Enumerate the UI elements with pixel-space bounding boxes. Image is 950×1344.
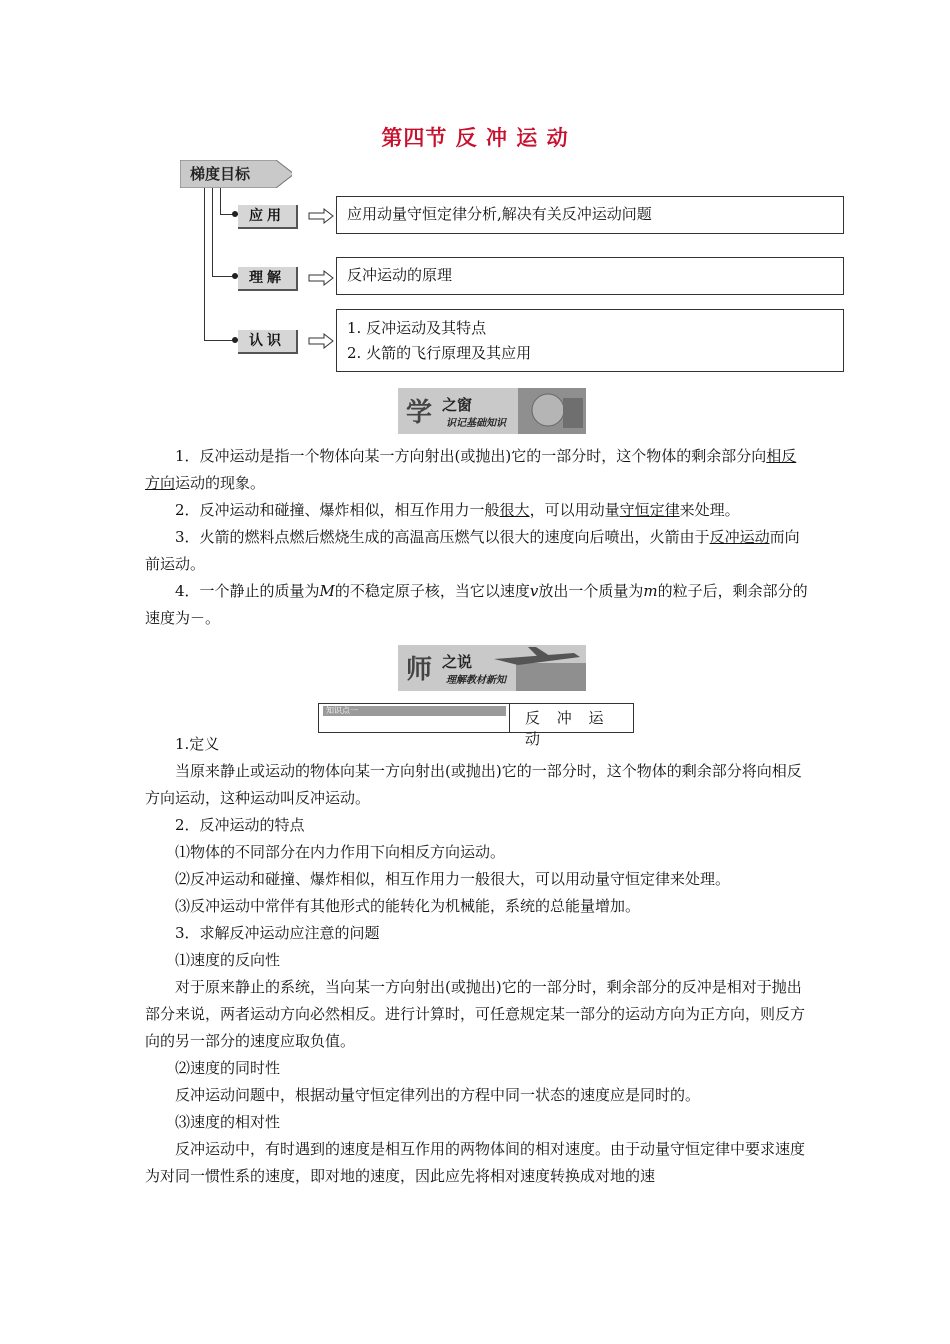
banner-subtitle: 识记基础知识 bbox=[446, 418, 506, 429]
note-2-text: 反冲运动问题中，根据动量守恒定律列出的方程中同一状态的速度应是同时的。 bbox=[175, 1086, 701, 1104]
goal-text: 应用动量守恒定律分析,解决有关反冲运动问题 bbox=[347, 205, 652, 223]
level-know-tag: 认识 bbox=[238, 330, 298, 354]
knowledge-point-header bbox=[318, 703, 634, 748]
basic-item-3: 3．火箭的燃料点燃后燃烧生成的高温高压燃气以很大的速度向后喷出，火箭由于反冲运动而向前运动。 bbox=[145, 528, 800, 573]
knowledge-point-name: 反 冲 运 动 bbox=[525, 709, 610, 748]
goal-header-label: 梯度目标 bbox=[190, 165, 251, 183]
level-understand-tag: 理解 bbox=[238, 267, 298, 291]
note-2-title: ⑵速度的同时性 bbox=[175, 1059, 281, 1077]
tree-line bbox=[220, 188, 221, 214]
goal-text: 1. 反冲运动及其特点 bbox=[347, 319, 487, 337]
tree-line bbox=[204, 188, 205, 340]
banner-title: 之窗 bbox=[442, 396, 473, 414]
goal-text: 反冲运动的原理 bbox=[347, 266, 453, 284]
note-3-title: ⑶速度的相对性 bbox=[175, 1113, 281, 1131]
arrow-icon bbox=[308, 270, 334, 286]
heading-features: 2．反冲运动的特点 bbox=[175, 816, 305, 834]
arrow-icon bbox=[308, 333, 334, 349]
tree-line bbox=[212, 188, 213, 276]
goal-text: 2. 火箭的飞行原理及其应用 bbox=[347, 344, 532, 362]
heading-notes: 3．求解反冲运动应注意的问题 bbox=[175, 924, 380, 942]
feature-2: ⑵反冲运动和碰撞、爆炸相似，相互作用力一般很大，可以用动量守恒定律来处理。 bbox=[175, 870, 731, 888]
banner-teacher-says bbox=[398, 645, 586, 691]
feature-3: ⑶反冲运动中常伴有其他形式的能转化为机械能，系统的总能量增加。 bbox=[175, 897, 641, 915]
feature-1: ⑴物体的不同部分在内力作用下向相反方向运动。 bbox=[175, 843, 506, 861]
goal-box-understand bbox=[336, 257, 844, 295]
basic-item-1: 1．反冲运动是指一个物体向某一方向射出(或抛出)它的一部分时，这个物体的剩余部分向相反方向运动的现象。 bbox=[145, 447, 797, 492]
basic-item-2: 2．反冲运动和碰撞、爆炸相似，相互作用力一般很大，可以用动量守恒定律来处理。 bbox=[175, 501, 740, 519]
note-1-title: ⑴速度的反向性 bbox=[175, 951, 281, 969]
goal-box-apply bbox=[336, 196, 844, 234]
banner-big-char: 学 bbox=[406, 398, 433, 428]
page-title: 第四节 反 冲 运 动 bbox=[381, 126, 569, 150]
heading-definition: 1.定义 bbox=[175, 735, 220, 753]
knowledge-point-tag: 知识点一 bbox=[323, 706, 506, 716]
goal-box-know bbox=[336, 309, 844, 372]
note-1-text: 对于原来静止的系统，当向某一方向射出(或抛出)它的一部分时，剩余部分的反冲是相对于抛出部分来说，两者运动方向必然相反。进行计算时，可任意规定某一部分的运动方向为正方向，则反方向的另一部分的速度应取负值。 bbox=[145, 978, 806, 1050]
definition-text: 当原来静止或运动的物体向某一方向射出(或抛出)它的一部分时，这个物体的剩余部分将向相反方向运动，这种运动叫反冲运动。 bbox=[145, 762, 802, 807]
note-3-text: 反冲运动中，有时遇到的速度是相互作用的两物体间的相对速度。由于动量守恒定律中要求速度为对同一惯性系的速度，即对地的速度，因此应先将相对速度转换成对地的速 bbox=[145, 1140, 806, 1185]
banner-title: 之说 bbox=[442, 653, 473, 671]
basic-item-4: 4．一个静止的质量为M的不稳定原子核，当它以速度v放出一个质量为m的粒子后，剩余部分的速度为－。 bbox=[145, 582, 808, 627]
banner-subtitle: 理解教材新知 bbox=[446, 675, 506, 686]
arrow-icon bbox=[308, 208, 334, 224]
banner-study-window bbox=[398, 388, 586, 434]
level-apply-tag: 应用 bbox=[238, 205, 298, 229]
banner-big-char: 师 bbox=[406, 655, 433, 685]
